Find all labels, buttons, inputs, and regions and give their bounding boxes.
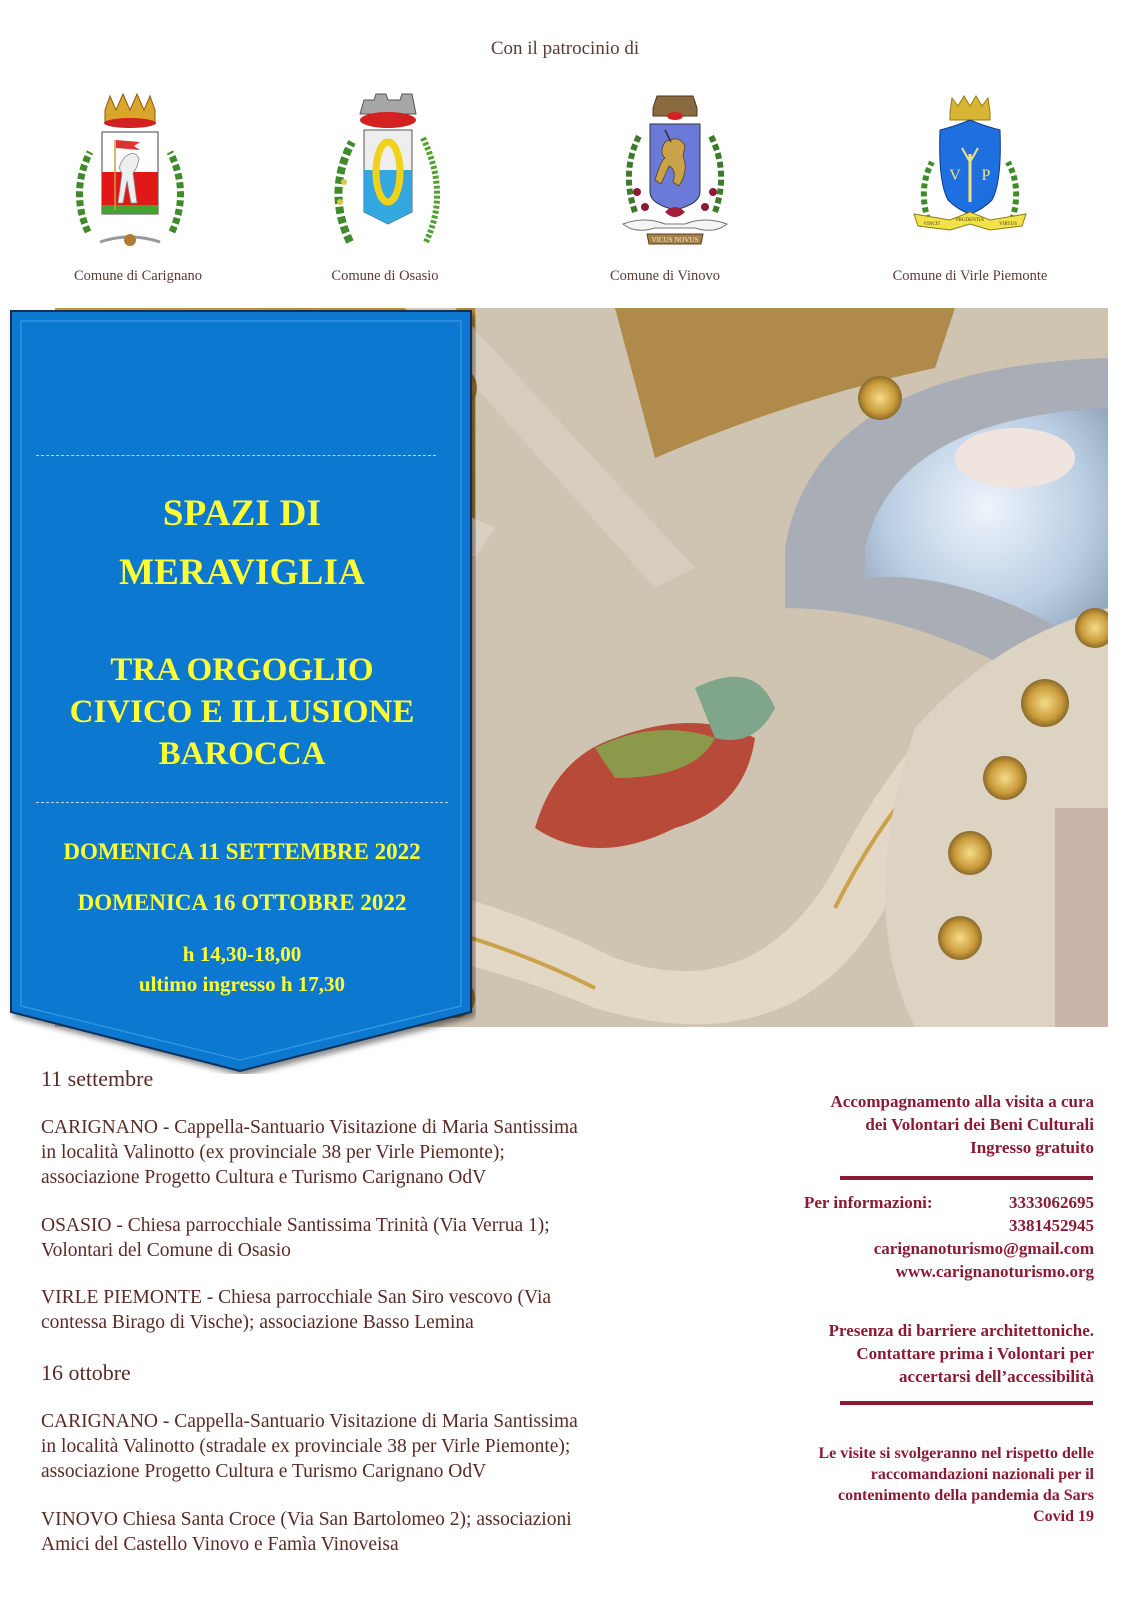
schedule-item: CARIGNANO - Cappella-Santuario Visitazione di Maria Santissima in località Valinotto (ex provinciale 38 per Virle Piemonte); associazione Progetto Cultura e Turismo Carignano OdV: [41, 1117, 578, 1188]
schedule-town: OSASIO: [41, 1215, 112, 1236]
divider-line: [840, 1401, 1093, 1405]
sponsor-label-osasio: Comune di Osasio: [331, 268, 439, 284]
divider-line: [840, 1176, 1093, 1180]
schedule-item: VINOVO Chiesa Santa Croce (Via San Bartolomeo 2); associazioni Amici del Castello Vinovo e Famìa Vinoveisa: [41, 1509, 572, 1555]
covid-note: Le visite si svolgeranno nel rispetto delle raccomandazioni nazionali per il contenimento della pandemia da Sars Covid 19: [818, 1445, 1094, 1525]
schedule-town: VINOVO: [41, 1509, 118, 1530]
phone-number[interactable]: 3333062695: [1009, 1193, 1094, 1212]
website-link[interactable]: www.carignanoturismo.org: [895, 1262, 1094, 1281]
schedule-town: CARIGNANO: [41, 1117, 158, 1138]
patronage-title: Con il patrocinio di: [490, 38, 640, 59]
virle-letter-p: P: [981, 167, 991, 184]
schedule-town: VIRLE PIEMONTE: [41, 1287, 202, 1308]
vinovo-motto: VICUS NOVUS: [651, 236, 699, 244]
phone-number[interactable]: 3381452945: [1009, 1216, 1094, 1235]
event-date-2: DOMENICA 16 OTTOBRE 2022: [77, 890, 407, 915]
event-subtitle-line3: BAROCCA: [158, 736, 326, 772]
event-title-line2: MERAVIGLIA: [119, 552, 365, 593]
event-hours: h 14,30-18,00: [182, 942, 302, 966]
vinovo-coat-of-arms-icon: [605, 92, 745, 257]
carignano-coat-of-arms-icon: [60, 92, 200, 257]
sponsor-label-virle-piemonte: Comune di Virle Piemonte: [892, 268, 1048, 284]
email-link[interactable]: carignanoturismo@gmail.com: [873, 1239, 1094, 1258]
banner-content: [12, 311, 472, 1011]
banner-divider-top: [36, 455, 436, 456]
event-date-1: DOMENICA 11 SETTEMBRE 2022: [63, 839, 421, 864]
virle-letter-v: V: [949, 167, 961, 184]
accessibility-note: Presenza di barriere architettoniche. Contattare prima i Volontari per accertarsi dell’accessibilità: [828, 1321, 1094, 1386]
virle-piemonte-coat-of-arms-icon: [900, 92, 1040, 257]
contact-label: Per informazioni:: [804, 1193, 933, 1212]
event-last-entry: ultimo ingresso h 17,30: [138, 972, 346, 996]
schedule-item: CARIGNANO - Cappella-Santuario Visitazione di Maria Santissima in località Valinotto (stradale ex provinciale 38 per Virle Piemonte); associazione Progetto Cultura e Turismo Carignano OdV: [41, 1411, 578, 1482]
schedule-day-heading: 16 ottobre: [41, 1360, 131, 1385]
sponsor-label-vinovo: Comune di Vinovo: [609, 268, 721, 284]
sponsor-label-carignano: Comune di Carignano: [73, 268, 203, 284]
event-title-line1: SPAZI DI: [162, 493, 322, 534]
schedule-town: CARIGNANO: [41, 1411, 158, 1432]
osasio-coat-of-arms-icon: [318, 92, 458, 257]
event-subtitle-line2: CIVICO E ILLUSIONE: [69, 694, 415, 730]
guided-visit-note: Accompagnamento alla visita a cura dei Volontari dei Beni Culturali Ingresso gratuito: [830, 1092, 1094, 1157]
schedule-item: VIRLE PIEMONTE - Chiesa parrocchiale San Siro vescovo (Via contessa Birago di Vische); associazione Basso Lemina: [41, 1287, 552, 1333]
contact-info: [804, 1191, 1094, 1283]
virle-motto-center: PRUDENTIA: [955, 218, 985, 223]
virle-motto-right: VIRTUS: [999, 222, 1017, 227]
banner-divider-bottom: [36, 802, 448, 803]
schedule-day-heading: 11 settembre: [41, 1066, 154, 1091]
virle-motto-left: VINCIT: [923, 222, 941, 227]
event-subtitle-line1: TRA ORGOGLIO: [110, 652, 374, 688]
schedule-item: OSASIO - Chiesa parrocchiale Santissima Trinità (Via Verrua 1); Volontari del Comune di Osasio: [41, 1215, 550, 1261]
